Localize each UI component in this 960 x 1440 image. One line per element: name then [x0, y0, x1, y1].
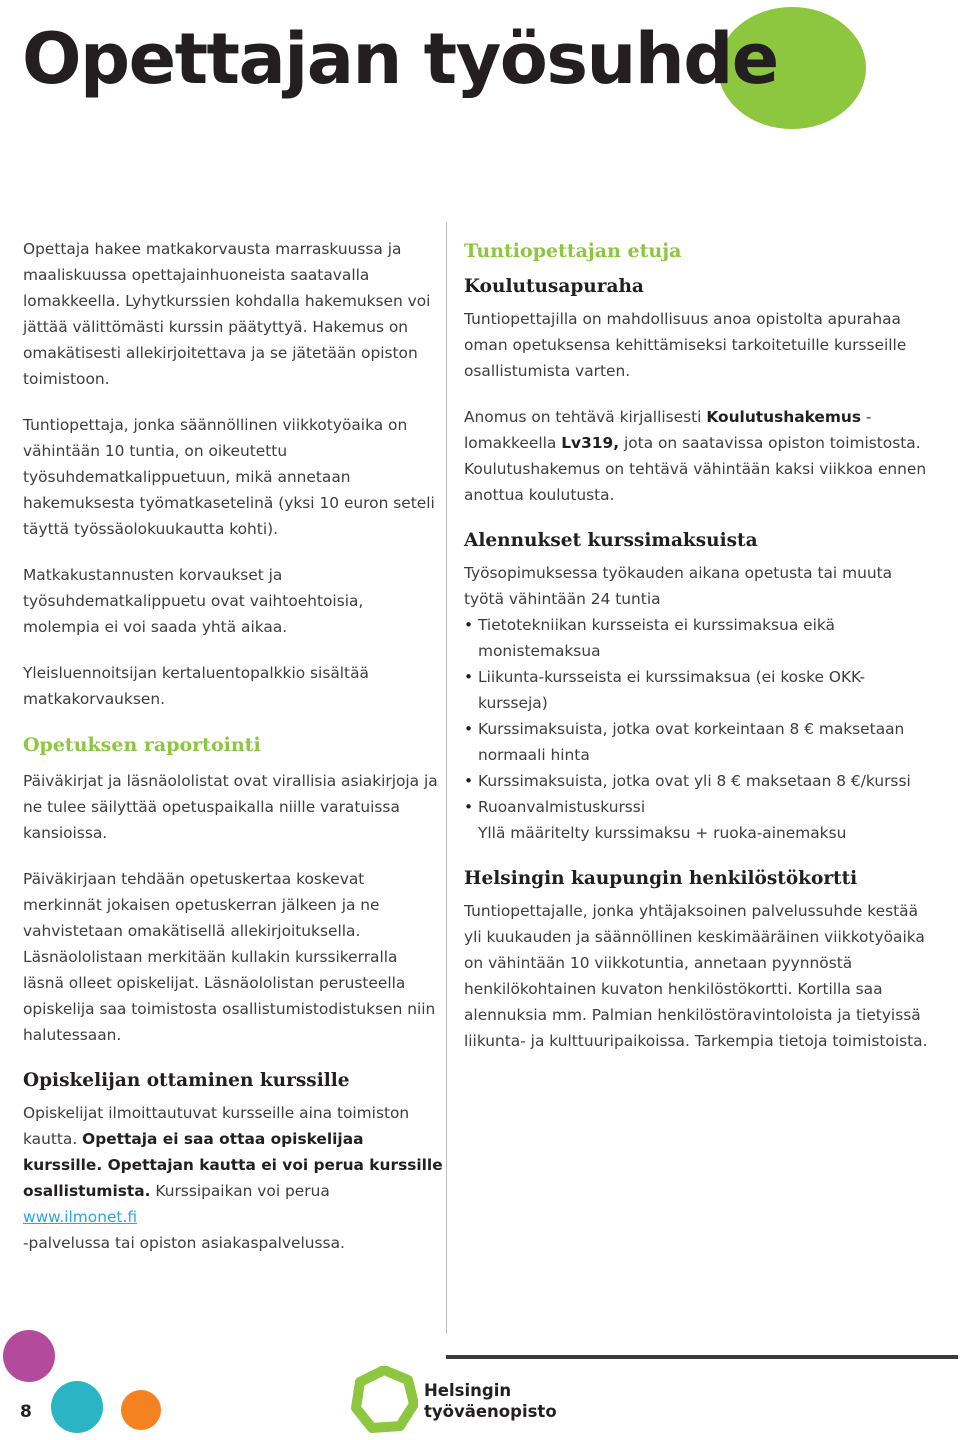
grant-heading: Koulutusapuraha — [464, 276, 644, 297]
helsinki-logo-icon — [350, 1366, 418, 1434]
discounts-heading: Alennukset kurssimaksuista — [464, 530, 758, 551]
discounts-intro: Työsopimuksessa työkauden aikana opetusta tai muuta työtä vähintään 24 tuntia — [464, 564, 893, 608]
students-heading: Opiskelijan ottaminen kurssille — [23, 1070, 350, 1091]
form-suffix: -lomakkeella — [464, 408, 872, 452]
list-item-text: • Ruoanvalmistuskurssi — [478, 798, 646, 816]
diary-paragraph: Päiväkirjaan tehdään opetuskertaa koskevat merkinnät jokaisen opetuskerran jälkeen ja ne vahvistetaan omakätisellä allekirjoituksella. Läsnäololistaan merkitään kullakin kurssikerralla läsnä olleet opiskelijat. Läsnäololistan perusteella opiskelija saa toimistosta osallistumistodistuksen niin halutessaan. — [23, 870, 436, 1044]
list-item-extra: Yllä määritelty kurssimaksu + ruoka-ainemaksu — [478, 824, 847, 842]
alternatives-paragraph: Matkakustannusten korvaukset ja työsuhdematkalippuetu ovat vaihtoehtoisia, molempia ei voi saada yhtä aikaa. — [23, 566, 364, 636]
list-item: • Kurssimaksuista, jotka ovat yli 8 € maksetaan 8 €/kurssi — [464, 768, 934, 794]
footer-rule — [446, 1355, 958, 1359]
application-deadline: jota on saatavissa opiston toimistosta. Koulutushakemus on tehtävä vähintään kaksi viikkoa ennen anottua koulutusta. — [464, 434, 927, 504]
service-text: -palvelussa tai opiston asiakaspalvelussa. — [23, 1234, 345, 1252]
commute-benefit-paragraph: Tuntiopettaja, jonka säännöllinen viikkotyöaika on vähintään 10 tuntia, on oikeutettu työsuhdematkalippuetuun, mikä annetaan hakemuksesta työmatkasetelinä (yksi 10 euron seteli täyttä työssäolokuukautta kohti). — [23, 416, 435, 538]
left-column — [23, 236, 443, 1276]
page-title: Opettajan työsuhde — [22, 18, 778, 100]
discounts-list — [464, 612, 934, 846]
documents-paragraph: Päiväkirjat ja läsnäololistat ovat virallisia asiakirjoja ja ne tulee säilyttää opetuspaikalla niille varatuissa kansioissa. — [23, 772, 438, 842]
grant-paragraph: Tuntiopettajilla on mahdollisuus anoa opistolta apurahaa oman opetuksensa kehittämiseksi tarkoitetuille kursseille osallistumista varten. — [464, 310, 907, 380]
page-number: 8 — [20, 1402, 32, 1422]
teal-circle — [51, 1381, 103, 1433]
form-name: Koulutushakemus — [706, 408, 862, 426]
form-code: Lv319, — [561, 434, 620, 452]
orange-circle — [121, 1390, 161, 1430]
travel-claim-paragraph: Opettaja hakee matkakorvausta marraskuussa ja maaliskuussa opettajainhuoneista saatavalla lomakkeella. Lyhytkurssien kohdalla hakemuksen voi jättää välittömästi kurssin päätyttyä. Hakemus on omakätisesti allekirjoitettava ja se jätetään opiston toimistoon. — [23, 240, 431, 388]
right-column — [464, 238, 934, 1074]
reporting-heading: Opetuksen raportointi — [23, 734, 261, 756]
enrollment-rule: Opettaja ei saa ottaa opiskelijaa kurssille. Opettajan kautta ei voi perua kurssille osallistumista. — [23, 1130, 443, 1200]
list-item — [464, 794, 934, 846]
staff-card-paragraph: Tuntiopettajalle, jonka yhtäjaksoinen palvelussuhde kestää yli kuukauden ja säännöllinen keskimääräinen viikkotyöaika on vähintään 10 viikkotuntia, annetaan pyynnöstä henkilökohtainen kuvaton henkilöstökortti. Kortilla saa alennuksia mm. Palmian henkilöstöravintoloista ja tietyissä liikunta- ja kulttuuripaikoissa. Tarkempia tietoja toimistoista. — [464, 902, 928, 1050]
purple-circle — [3, 1330, 55, 1382]
lecturer-fee-paragraph: Yleisluennoitsijan kertaluentopalkkio sisältää matkakorvauksen. — [23, 664, 369, 708]
logo-line-2: työväenopisto — [424, 1402, 557, 1421]
application-text: Anomus on tehtävä kirjallisesti — [464, 408, 702, 426]
list-item: • Liikunta-kursseista ei kurssimaksua (ei koske OKK-kursseja) — [464, 664, 934, 716]
list-item: • Tietotekniikan kursseista ei kurssimaksua eikä monistemaksua — [464, 612, 934, 664]
benefits-heading: Tuntiopettajan etuja — [464, 240, 682, 262]
enrollment-paragraph — [23, 1100, 443, 1256]
list-item: • Kurssimaksuista, jotka ovat korkeintaan 8 € maksetaan normaali hinta — [464, 716, 934, 768]
cancel-text: Kurssipaikan voi perua — [155, 1182, 330, 1200]
staff-card-heading: Helsingin kaupungin henkilöstökortti — [464, 868, 858, 889]
ilmonet-link[interactable]: www.ilmonet.fi — [23, 1208, 138, 1226]
application-paragraph — [464, 404, 934, 508]
column-divider — [446, 222, 447, 1334]
logo-wordmark — [424, 1380, 557, 1422]
logo-line-1: Helsingin — [424, 1381, 512, 1400]
enrollment-text: Opiskelijat ilmoittautuvat kursseille aina toimiston kautta. — [23, 1104, 410, 1148]
